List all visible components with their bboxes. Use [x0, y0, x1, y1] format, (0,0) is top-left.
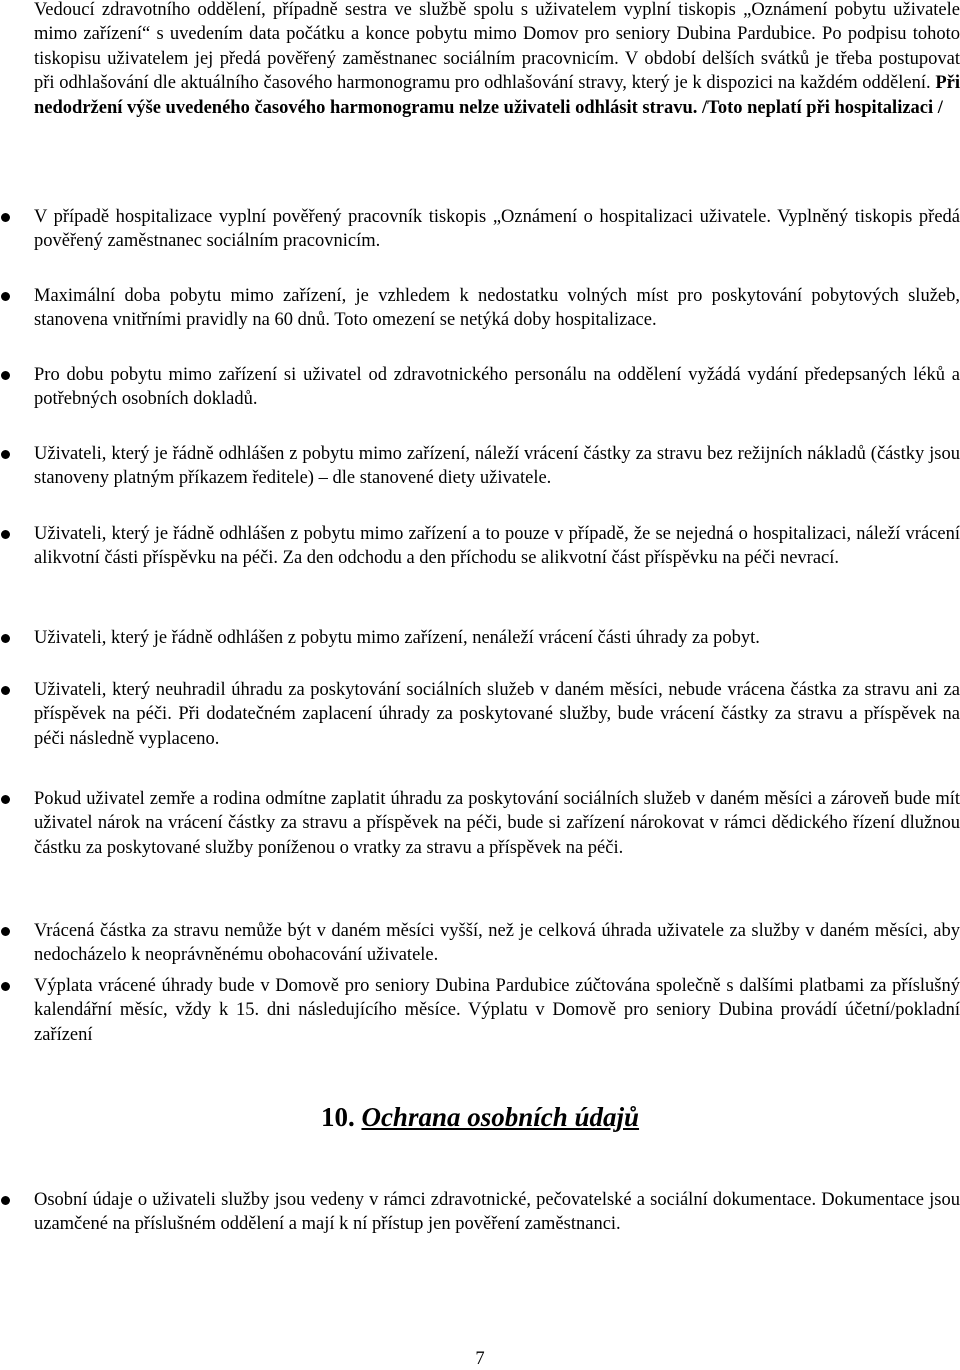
list-item: Uživateli, který neuhradil úhradu za poskytování sociálních služeb v daném měsíci, nebude vrácena částka za stravu ani za příspěvek na péči. Při dodatečném zaplacení úhrady za poskytované služby, bude vrácení částky za stravu a příspěvek na péči následně vyplaceno. [34, 680, 960, 749]
list-item: Maximální doba pobytu mimo zařízení, je vzhledem k nedostatku volných míst pro poskytování pobytových služeb, stanovena vnitřními pravidly na 60 dnů. Toto omezení se netýká doby hospitalizace. [34, 286, 960, 331]
bullet-icon [1, 292, 10, 301]
list-item: Osobní údaje o uživateli služby jsou vedeny v rámci zdravotnické, pečovatelské a sociální dokumentace. Dokumentace jsou uzamčené na příslušném oddělení a mají k ní přístup jen pověření zaměstnanci. [34, 1190, 960, 1235]
intro-text: Vedoucí zdravotního oddělení, případně sestra ve službě spolu s uživatelem vyplní tiskopis „Oznámení pobytu uživatele mimo zařízení“ s uvedením data počátku a konce pobytu mimo Domov pro seniory Dubina Pardubice. Po podpisu tohoto tiskopisu uživatelem jej předá pověřený zaměstnanec sociálním pracovnicím. V období delších svátků je třeba postupovat při odhlašování dle aktuálního časového harmonogramu pro odhlašování stravy, který je k dispozici na každém oddělení. [34, 0, 960, 94]
bullet-icon [1, 530, 10, 539]
bullet-icon [1, 927, 10, 936]
bullet-icon [1, 213, 10, 222]
list-item: Uživateli, který je řádně odhlášen z pobytu mimo zařízení, nenáleží vrácení části úhrady za pobyt. [34, 628, 760, 648]
list-item: Uživateli, který je řádně odhlášen z pobytu mimo zařízení, náleží vrácení částky za stravu bez režijních nákladů (částky jsou stanoveny platným příkazem ředitele) – dle stanovené diety uživatele. [34, 444, 960, 489]
list-item: Pokud uživatel zemře a rodina odmítne zaplatit úhradu za poskytování sociálních služeb v daném měsíci a zároveň bude mít uživatel nárok na vrácení částky za stravu a příspěvek na péči, bude si zařízení nárokovat v rámci dědického řízení dlužnou částku za poskytované služby poníženou o vratky za stravu a příspěvek na péči. [34, 789, 960, 858]
intro-bold-text: Při nedodržení výše uvedeného časového harmonogramu nelze uživateli odhlásit stravu. /Toto neplatí při hospitalizaci / [34, 73, 960, 118]
page-number: 7 [475, 1349, 485, 1369]
section-heading [0, 1102, 960, 1132]
bullet-icon [1, 982, 10, 991]
bullet-icon [1, 795, 10, 804]
list-item: Výplata vrácené úhrady bude v Domově pro seniory Dubina Pardubice zúčtována společně s dalšími platbami za příslušný kalendářní měsíc, vždy k 15. dni následujícího měsíce. Výplatu v Domově pro seniory Dubina provádí účetní/pokladní zařízení [34, 976, 960, 1045]
section-title: Ochrana osobních údajů [361, 1102, 640, 1132]
bullet-icon [1, 371, 10, 380]
bullet-icon [1, 686, 10, 695]
bullet-icon [1, 450, 10, 459]
bullet-icon [1, 634, 10, 643]
list-item: Pro dobu pobytu mimo zařízení si uživatel od zdravotnického personálu na oddělení vyžádá vydání předepsaných léků a potřebných osobních dokladů. [34, 365, 960, 410]
intro-paragraph [34, 0, 960, 120]
list-item: Vrácená částka za stravu nemůže být v daném měsíci vyšší, než je celková úhrada uživatele za služby v daném měsíci, aby nedocházelo k neoprávněnému obohacování uživatele. [34, 921, 960, 966]
bullet-icon [1, 1196, 10, 1205]
section-number: 10. [320, 1102, 355, 1132]
list-item: Uživateli, který je řádně odhlášen z pobytu mimo zařízení a to pouze v případě, že se nejedná o hospitalizaci, náleží vrácení alikvotní části příspěvku na péči. Za den odchodu a den příchodu se alikvotní část příspěvku na péči nevrací. [34, 524, 960, 569]
list-item: V případě hospitalizace vyplní pověřený pracovník tiskopis „Oznámení o hospitalizaci uživatele. Vyplněný tiskopis předá pověřený zaměstnanec sociálním pracovnicím. [34, 207, 960, 252]
